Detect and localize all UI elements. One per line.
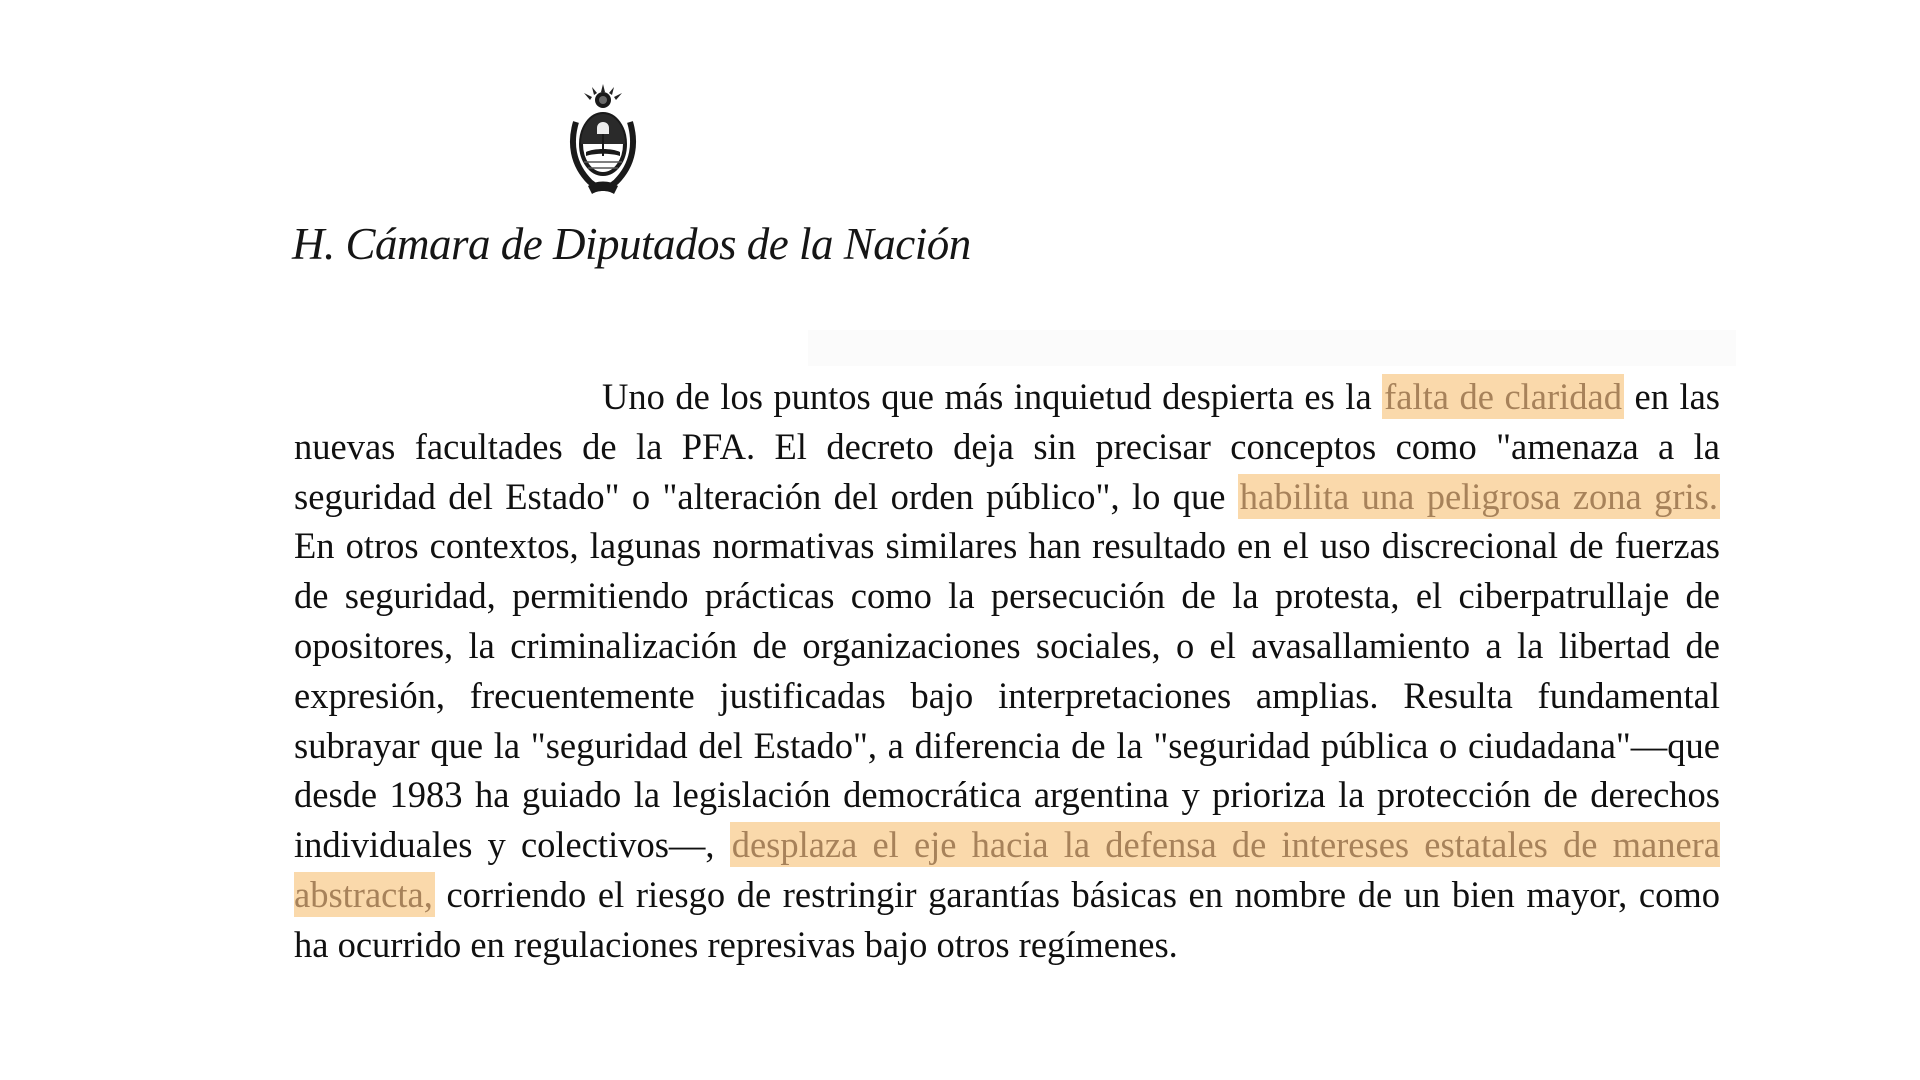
- highlighted-phrase: falta de claridad: [1384, 376, 1622, 417]
- coat-of-arms-icon: [566, 82, 640, 198]
- body-paragraph: [294, 372, 1720, 970]
- text-segment: corriendo el riesgo de restringir garantías básicas en nombre de un bien mayor, como ha ocurrido en regulaciones represivas bajo otros regímenes.: [294, 873, 1720, 965]
- highlighted-phrase: habilita una peligrosa zona gris.: [1239, 475, 1719, 517]
- text-segment: en las nuevas facultades de la PFA. El decreto deja sin precisar conceptos como "amenaza a la seguridad del Estado" o "alteración del orden público", lo que: [294, 376, 1721, 517]
- scan-artifact: [808, 330, 1736, 366]
- text-segment: Uno de los puntos que más inquietud despierta es la: [602, 376, 1383, 417]
- institution-name: H. Cámara de Diputados de la Nación: [292, 219, 971, 269]
- highlighted-phrase: desplaza el eje hacia la defensa de intereses estatales de manera abstracta,: [294, 824, 1720, 915]
- text-segment: En otros contextos, lagunas normativas similares han resultado en el uso discrecional de fuerzas de seguridad, permitiendo prácticas como la persecución de la protesta, el ciberpatrullaje de opositores, la criminalización de organizaciones sociales, o el avasallamiento a la libertad de expresión, frecuentemente justificadas bajo interpretaciones amplias. Resulta fundamental subrayar que la "seguridad del Estado", a diferencia de la "seguridad pública o ciudadana"—que desde 1983 ha guiado la legislación democrática argentina y prioriza la protección de derechos individuales y colectivos—,: [294, 525, 1720, 866]
